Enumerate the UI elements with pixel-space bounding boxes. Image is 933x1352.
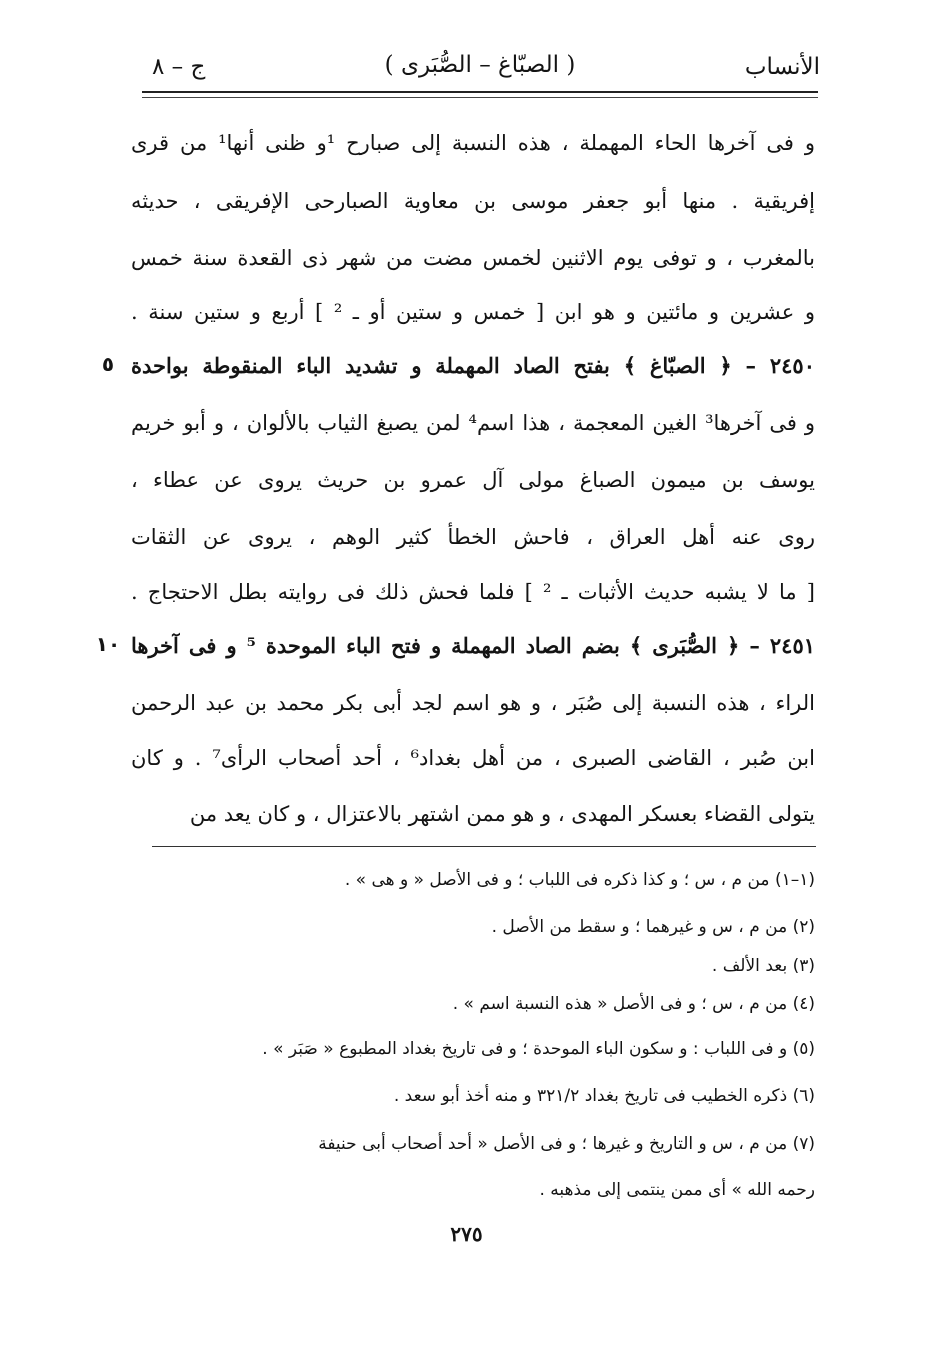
body-line: يتولى القضاء بعسكر المهدى ، و هو ممن اشتهر بالاعتزال ، و كان يعد من: [189, 802, 815, 826]
footnote: (٧) من م ، س و التاريخ و غيرها ؛ و فى الأصل « أحد أصحاب أبى حنيفة: [318, 1134, 815, 1154]
entry-heading-2450: ٢٤٥٠ – ﴿ الصبّاغ ﴾ بفتح الصاد المهملة و تشديد الباء المنقوطة بواحدة: [131, 353, 815, 378]
body-line: و فى آخرها³ الغين المعجمة ، هذا اسم⁴ لمن يصبغ الثياب بالألوان ، و أبو خريم: [131, 411, 815, 435]
footnote-separator: [152, 846, 816, 847]
body-line: إفريقية . منها أبو جعفر موسى بن معاوية الصبارحى الإفريقى ، حديثه: [131, 189, 815, 213]
body-line: يوسف بن ميمون الصباغ مولى آل عمرو بن حريث يروى عن عطاء ،: [131, 468, 815, 492]
margin-line-number: ٥: [101, 352, 115, 376]
footnote: (٢) من م ، س و غيرهما ؛ و سقط من الأصل .: [491, 917, 815, 937]
footnote: (٤) من م ، س ؛ و فى الأصل « هذه النسبة اسم » .: [452, 994, 815, 1014]
body-line: و فى آخرها الحاء المهملة ، هذه النسبة إلى صبارح ¹و ظنى أنها¹ من قرى: [131, 131, 815, 155]
header-book-title: الأنساب: [744, 54, 820, 80]
body-line: روى عنه أهل العراق ، فاحش الخطأ كثير الوهم ، يروى عن الثقات: [131, 525, 815, 549]
header-volume: ج – ٨: [152, 54, 206, 80]
footnote: (١–١) من م ، س ؛ و كذا ذكره فى اللباب ؛ و فى الأصل « و هى » .: [344, 870, 815, 890]
body-line: الراء ، هذه النسبة إلى صُبَر ، و هو اسم لجد أبى بكر محمد بن عبد الرحمن: [131, 691, 815, 715]
entry-heading-2451: ٢٤٥١ – ﴿ الصُّبَرى ﴾ بضم الصاد المهملة و فتح الباء الموحدة ⁵ و فى آخرها: [131, 633, 815, 658]
footnote: رحمه الله » أى ممن ينتمى إلى مذهبه .: [539, 1180, 815, 1200]
margin-line-number: ١٠: [95, 632, 121, 656]
header-entry-range: ( الصبّاغ – الصُّبَرى ): [384, 52, 576, 78]
footnote: (٦) ذكره الخطيب فى تاريخ بغداد ٣٢١/٢ و منه أخذ أبو سعد .: [393, 1086, 815, 1106]
footnote: (٥) و فى اللباب : و سكون الباء الموحدة ؛ و فى تاريخ بغداد المطبوع « صَبَر » .: [262, 1039, 815, 1059]
running-header: [140, 52, 820, 94]
page-number: ٢٧٥: [450, 1222, 483, 1246]
header-rule-thin: [142, 97, 818, 98]
body-line: بالمغرب ، و توفى يوم الاثنين لخمس مضت من شهر ذى القعدة سنة خمس: [131, 246, 815, 270]
body-line: و عشرين و مائتين و هو ابن [ خمس و ستين أو ـ ² ] أربع و ستين سنة .: [131, 300, 815, 324]
header-rule: [142, 91, 818, 93]
footnote: (٣) بعد الألف .: [711, 956, 815, 976]
body-line: ابن صُبر ، القاضى الصبرى ، من أهل بغداد⁶ ، أحد أصحاب الرأى⁷ . و كان: [131, 746, 815, 770]
body-line: [ ما لا يشبه حديث الأثبات ـ ² ] فلما فحش ذلك فى روايته بطل الاحتجاج .: [131, 580, 815, 604]
